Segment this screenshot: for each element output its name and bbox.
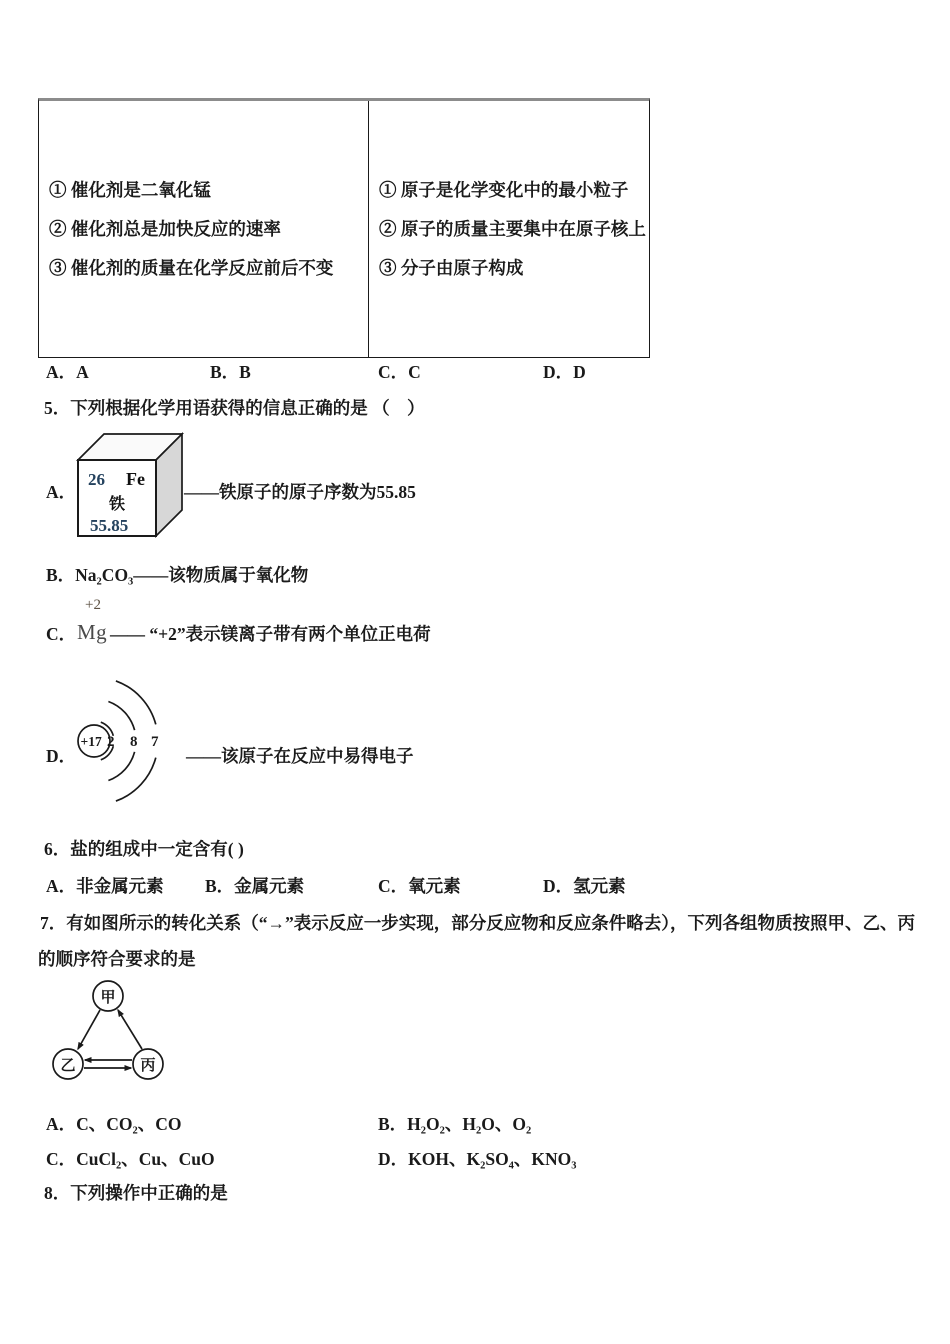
q7-stem-line2: 的顺序符合要求的是 <box>38 949 196 969</box>
node-jia-label: 甲 <box>100 990 116 1006</box>
question4-table <box>38 98 650 358</box>
ion-symbol: Mg <box>77 620 108 644</box>
atomic-structure-diagram <box>72 676 188 808</box>
node-yi-label: 乙 <box>60 1058 76 1074</box>
conversion-relationship-diagram <box>46 976 186 1088</box>
element-symbol: Fe <box>126 469 145 489</box>
q7-option-c: C．CuCl₂、Cu、CuO <box>46 1149 215 1169</box>
q4-option-b: B．B <box>210 362 251 382</box>
electron-shell-arc <box>108 702 134 731</box>
table-statement: ③ 催化剂的质量在化学反应前后不变 <box>49 257 334 278</box>
shell-electron-count: 2 <box>107 734 115 750</box>
arrow-jia-to-yi <box>78 1010 100 1049</box>
element-box-diagram <box>76 432 186 540</box>
atom-nucleus-charge: +17 <box>80 734 102 749</box>
table-statement: ② 催化剂总是加快反应的速率 <box>49 218 281 239</box>
table-statement: ① 原子是化学变化中的最小粒子 <box>379 179 629 200</box>
q5-option-c-text: —— “+2”表示镁离子带有两个单位正电荷 <box>110 624 431 644</box>
q6-option-d: D．氢元素 <box>543 876 626 896</box>
question4-table-right-cell <box>369 101 649 357</box>
q5-stem: 5．下列根据化学用语获得的信息正确的是 （ ） <box>44 398 425 418</box>
q4-option-a: A．A <box>46 362 89 382</box>
shell-electron-count: 8 <box>130 734 138 750</box>
q7-stem-line1: 7．有如图所示的转化关系（“→”表示反应一步实现，部分反应物和反应条件略去），下列各组物质按照甲、乙、丙 <box>40 913 915 933</box>
element-name: 铁 <box>109 496 126 513</box>
q5-option-a-label: A． <box>46 482 77 502</box>
table-statement: ② 原子的质量主要集中在原子核上 <box>379 218 646 239</box>
q6-stem: 6．盐的组成中一定含有( ) <box>44 839 244 859</box>
node-bing-label: 丙 <box>140 1058 156 1074</box>
q5-option-b-text: B．Na₂CO₃——该物质属于氧化物 <box>46 565 309 585</box>
element-atomic-number: 26 <box>88 470 105 489</box>
question4-table-left-cell <box>39 101 369 357</box>
arrow-bing-to-jia <box>118 1010 142 1049</box>
electron-shell-arc <box>108 752 134 781</box>
q5-option-d-text: ——该原子在反应中易得电子 <box>186 746 414 766</box>
q6-option-a: A．非金属元素 <box>46 876 164 896</box>
electron-shell-arc <box>116 681 156 725</box>
q6-option-c: C．氧元素 <box>378 876 461 896</box>
element-atomic-mass: 55.85 <box>90 516 129 535</box>
q7-option-b: B．H₂O₂、H₂O、O₂ <box>378 1114 532 1134</box>
q7-option-a: A．C、CO₂、CO <box>46 1114 182 1134</box>
table-statement: ③ 分子由原子构成 <box>379 257 524 278</box>
q4-option-d: D．D <box>543 362 586 382</box>
shell-electron-count: 7 <box>151 734 159 750</box>
electron-shell-arc <box>116 758 156 802</box>
q5-option-c-label: C． <box>46 624 77 644</box>
q5-option-a-text: ——铁原子的原子序数为55.85 <box>184 482 416 502</box>
q6-option-b: B．金属元素 <box>205 876 305 896</box>
q4-option-c: C．C <box>378 362 421 382</box>
table-statement: ① 催化剂是二氧化锰 <box>49 179 211 200</box>
q5-option-d-label: D． <box>46 746 77 766</box>
q7-option-d: D．KOH、K₂SO₄、KNO₃ <box>378 1149 577 1169</box>
ion-charge-label: +2 <box>85 597 101 613</box>
q8-stem: 8．下列操作中正确的是 <box>44 1183 228 1203</box>
